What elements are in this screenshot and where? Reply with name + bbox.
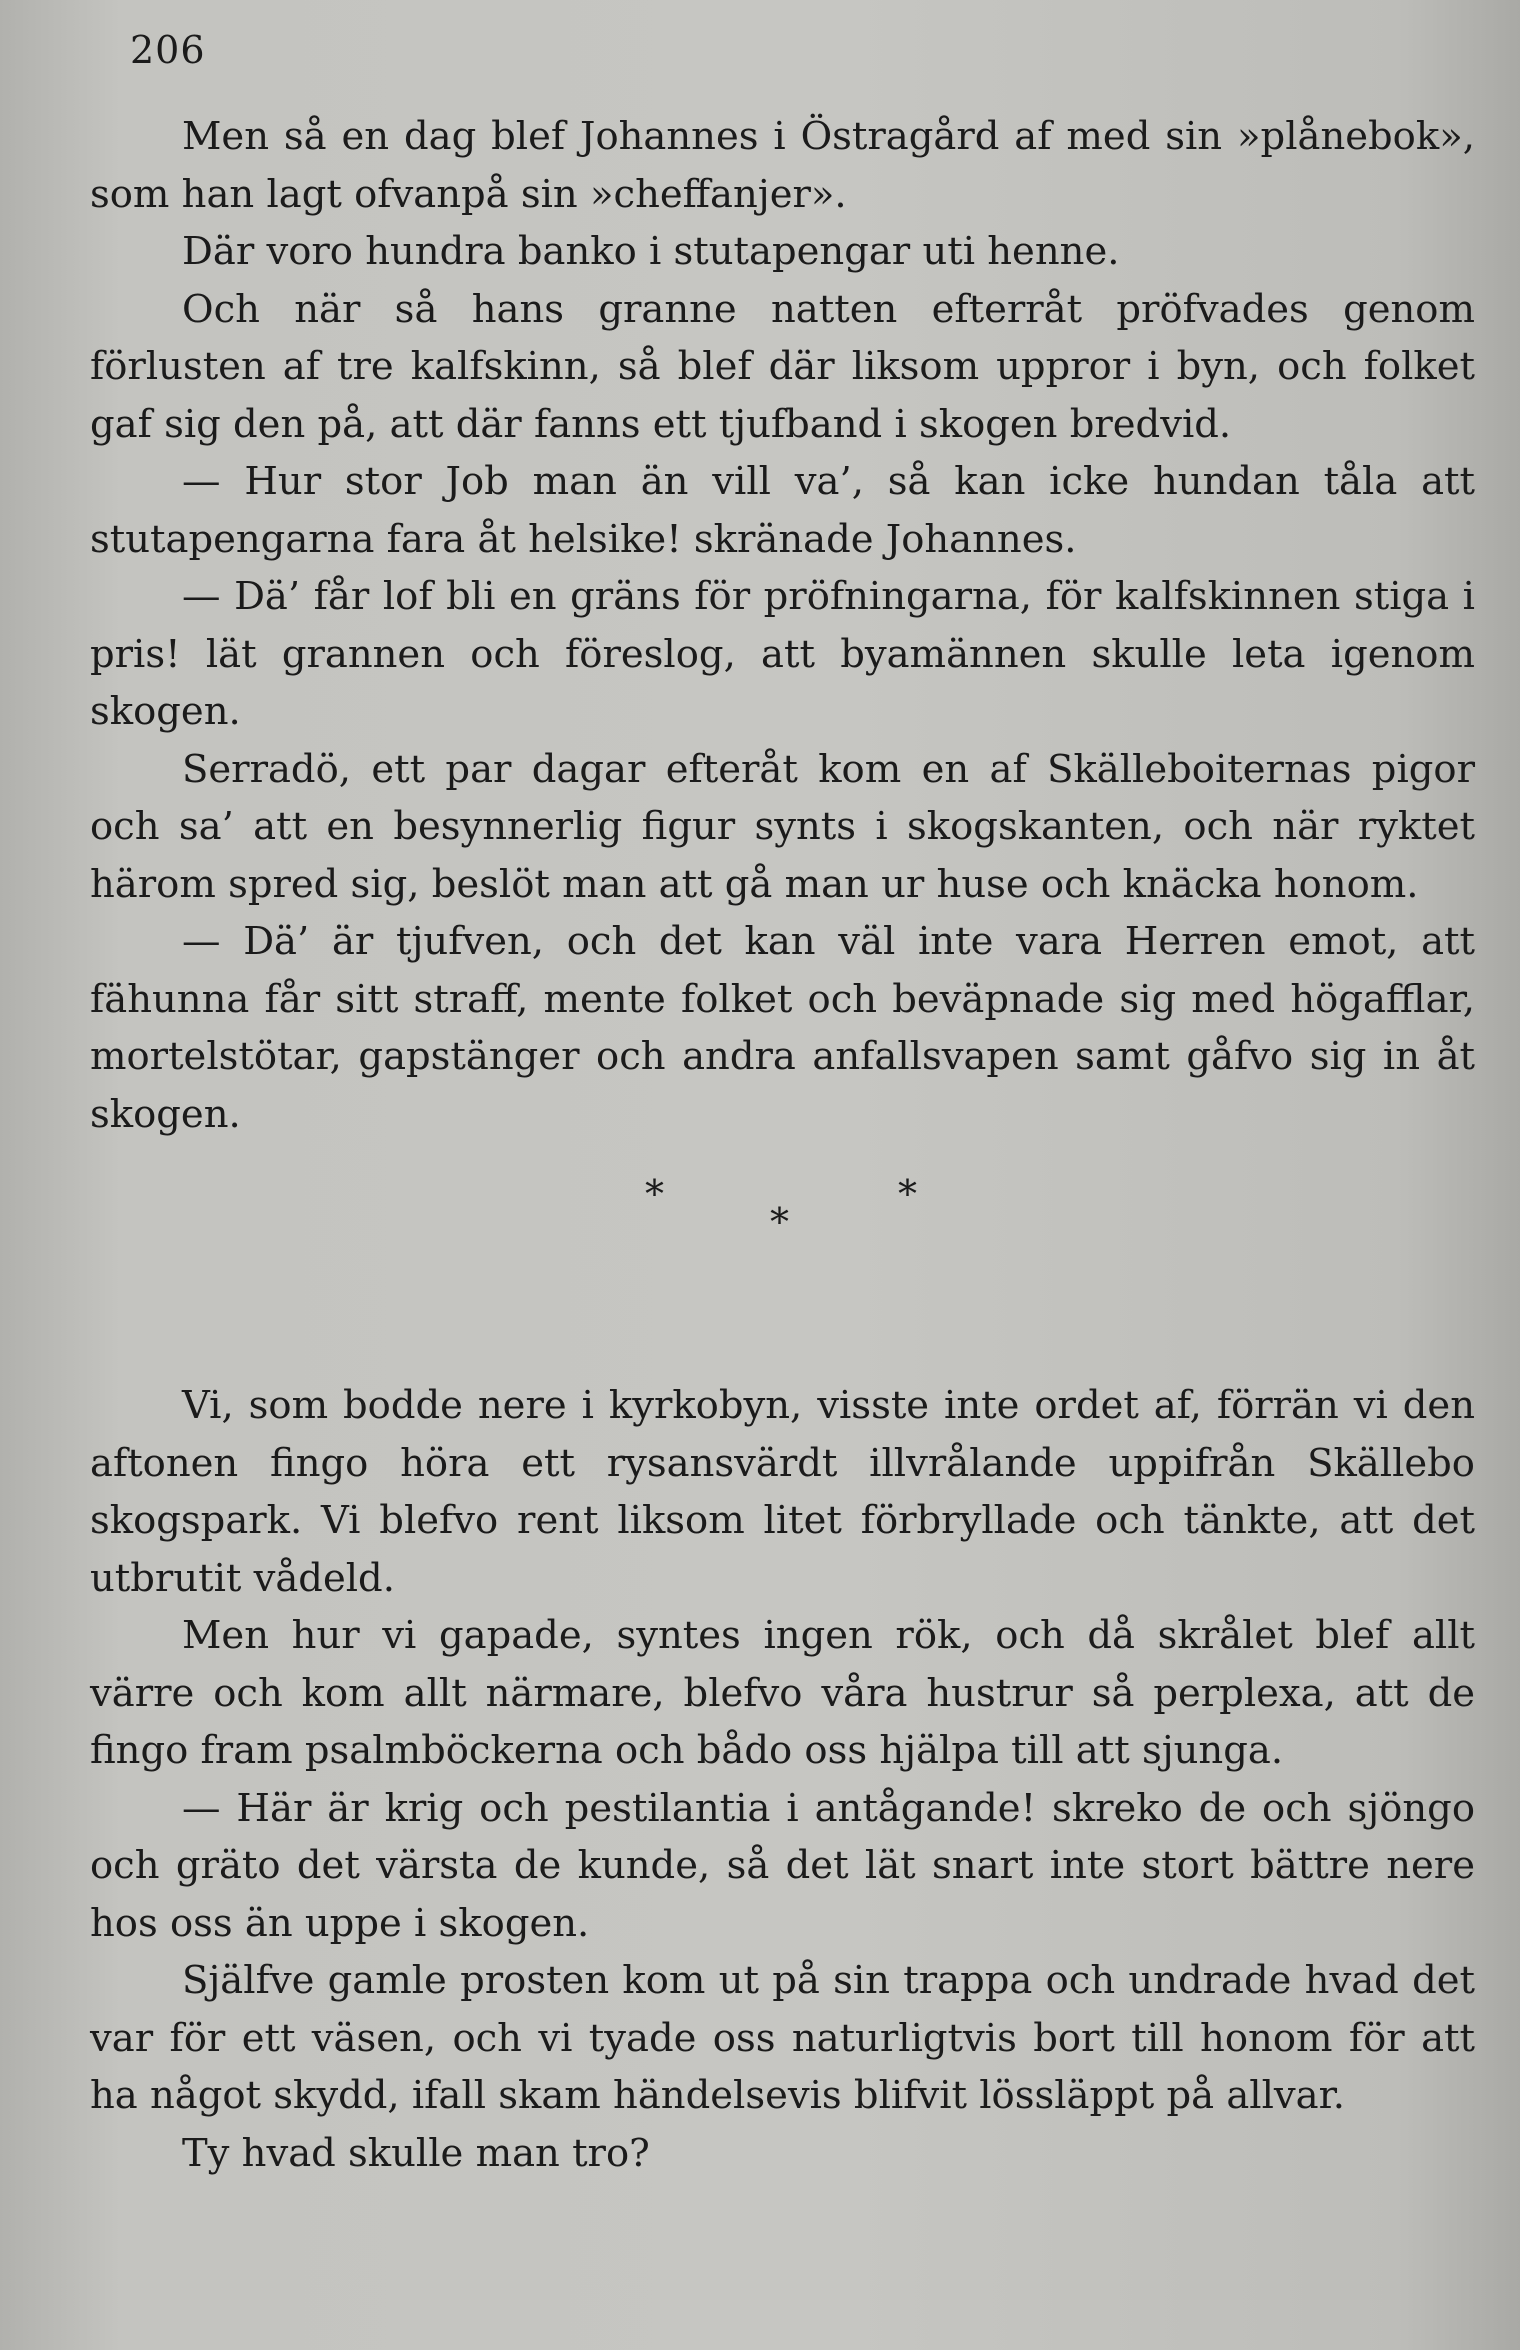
- page-number: 206: [130, 28, 206, 72]
- paragraph: Men så en dag blef Johannes i Östragård af med sin »plånebok», som han lagt ofvanpå sin »cheffanjer».: [90, 114, 1475, 217]
- paragraph: Där voro hundra banko i stutapengar uti henne.: [182, 229, 1120, 274]
- paragraph: Serradö, ett par dagar efteråt kom en af Skälleboiternas pigor och sa’ att en besynnerlig figur synts i skogskanten, och när ryktet härom spred sig, beslöt man att gå man ur huse och knäcka honom.: [90, 746, 1475, 907]
- paragraph: — Hur stor Job man än vill va’, så kan icke hundan tåla att stutapengarna fara åt helsike! skränade Johannes.: [90, 459, 1475, 562]
- paragraph: Och när så hans granne natten efterråt pröfvades genom förlusten af tre kalfskinn, så blef där liksom uppror i byn, och folket gaf sig den på, att där fanns ett tjufband i skogen bredvid.: [90, 286, 1475, 447]
- paragraph: — Dä’ får lof bli en gräns för pröfningarna, för kalfskinnen stiga i pris! lät grannen och föreslog, att byamännen skulle leta igenom skogen.: [90, 574, 1475, 734]
- paragraph: Vi, som bodde nere i kyrkobyn, visste inte ordet af, förrän vi den aftonen fingo höra ett rysansvärdt illvrålande uppifrån Skällebo skogspark. Vi blefvo rent liksom litet förbryllade och tänkte, att det utbrutit vådeld.: [90, 1383, 1475, 1601]
- paragraph: Själfve gamle prosten kom ut på sin trappa och undrade hvad det var för ett väsen, och vi tyade oss naturligtvis bort till honom för att ha något skydd, ifall skam händelsevis blifvit lössläppt på allvar.: [90, 1958, 1475, 2118]
- paragraph: — Här är krig och pestilantia i antågande! skreko de och sjöngo och gräto det värsta de kunde, så det lät snart inte stort bättre nere hos oss än uppe i skogen.: [90, 1785, 1475, 1946]
- separator-asterisk: *: [645, 1172, 664, 1216]
- separator-asterisk: *: [770, 1200, 789, 1244]
- paragraph: Men hur vi gapade, syntes ingen rök, och då skrålet blef allt värre och kom allt närmare, blefvo våra hustrur så perplexa, att de fingo fram psalmböckerna och bådo oss hjälpa till att sjunga.: [90, 1613, 1475, 1773]
- section-separator: [90, 1143, 1475, 1377]
- paragraph: Ty hvad skulle man tro?: [182, 2130, 650, 2176]
- paragraph: — Dä’ är tjufven, och det kan väl inte vara Herren emot, att fähunna får sitt straff, mente folket och beväpnade sig med högafflar, mortelstötar, gapstänger och andra anfallsvapen samt gåfvo sig in åt skogen.: [90, 919, 1475, 1137]
- separator-asterisk: *: [898, 1172, 917, 1216]
- body-text: [90, 108, 1475, 2182]
